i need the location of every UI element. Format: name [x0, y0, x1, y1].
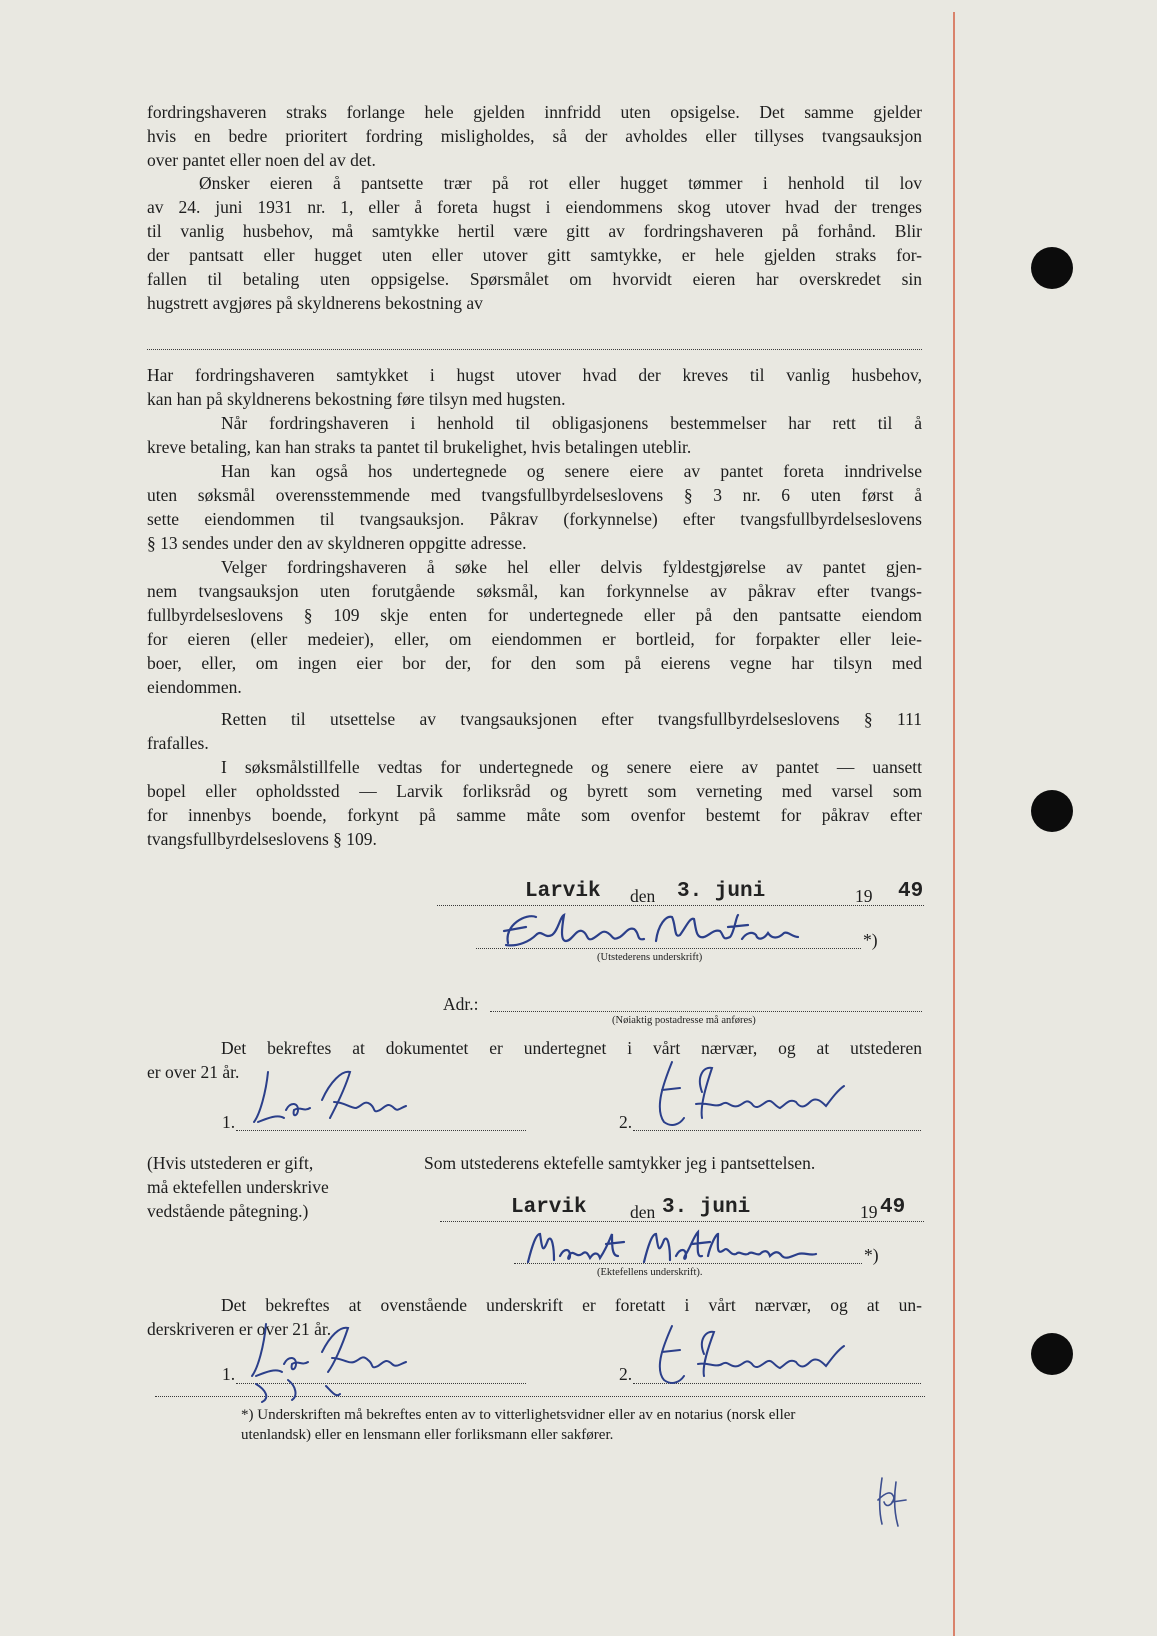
place-date-line: [440, 1221, 924, 1222]
place-value: Larvik: [525, 880, 601, 903]
century-label: 19: [860, 1202, 878, 1222]
punch-hole: [1031, 1333, 1073, 1375]
paragraph-line: for innenbys boende, forkynt på samme måte som ovenfor bestemt for påkrav efter: [147, 805, 922, 825]
paragraph-line: over pantet eller noen del av det.: [147, 150, 376, 170]
century-label: 19: [855, 886, 873, 906]
place-value: Larvik: [511, 1196, 587, 1219]
den-label: den: [630, 886, 656, 906]
witness-number: 2.: [619, 1112, 633, 1132]
paragraph-line: uten søksmål overensstemmende med tvangsfullbyrdelseslovens § 3 nr. 6 uten først å: [147, 485, 922, 505]
paragraph-line: eiendommen.: [147, 677, 242, 697]
footnote-line: utenlandsk) eller en lensmann eller forliksmann eller sakfører.: [241, 1427, 614, 1443]
witness-1-signature: [236, 1306, 436, 1406]
paragraph-line: kan han på skyldnerens bekostning føre tilsyn med hugsten.: [147, 389, 566, 409]
punch-hole: [1031, 790, 1073, 832]
footnote-mark: *): [864, 1245, 879, 1265]
paragraph-line: bopel eller opholdssted — Larvik forliksråd og byrett som verneting med varsel som: [147, 781, 922, 801]
witness-statement: Det bekreftes at ovenstående underskrift er foretatt i vårt nærvær, og at un-: [221, 1295, 922, 1315]
date-value: 3. juni: [662, 1196, 751, 1219]
paragraph-line: Har fordringshaveren samtykket i hugst utover hvad der kreves til vanlig husbehov,: [147, 365, 922, 385]
footnote-line: *) Underskriften må bekreftes enten av to vitterlighetsvidner eller av en notarius (norsk eller: [241, 1407, 796, 1423]
paragraph-line: fordringshaveren straks forlange hele gjelden innfridd uten opsigelse. Det samme gjelder: [147, 102, 922, 122]
paragraph-line: § 13 sendes under den av skyldneren oppgitte adresse.: [147, 533, 527, 553]
paragraph-line: Ønsker eieren å pantsette trær på rot eller hugget tømmer i henhold til lov: [199, 173, 922, 193]
paragraph-line: Velger fordringshaveren å søke hel eller delvis fyldestgjørelse av pantet gjen-: [221, 557, 922, 577]
spouse-note-line: må ektefellen underskrive: [147, 1177, 329, 1197]
paragraph-line: boer, eller, om ingen eier bor der, for den som på eierens vegne har tilsyn med: [147, 653, 922, 673]
paragraph-line: hvis en bedre prioritert fordring misligholdes, så der avholdes eller tillyses tvangsauksjon: [147, 126, 922, 146]
spouse-consent: Som utstederens ektefelle samtykker jeg i pantsettelsen.: [424, 1153, 816, 1173]
paragraph-line: for eieren (eller medeier), eller, om eiendommen er bortleid, for forpakter eller leie-: [147, 629, 922, 649]
paragraph-line: hugstrett avgjøres på skyldnerens bekostning av: [147, 293, 483, 313]
paragraph-line: frafalles.: [147, 733, 209, 753]
address-caption: (Nøiaktig postadresse må anføres): [612, 1015, 756, 1026]
witness-2-signature: [646, 1046, 866, 1132]
paragraph-line: fullbyrdelseslovens § 109 skje enten for undertegnede eller på den pantsatte eiendom: [147, 605, 922, 625]
witness-statement: er over 21 år.: [147, 1062, 240, 1082]
paragraph-line: tvangsfullbyrdelseslovens § 109.: [147, 829, 377, 849]
paragraph-line: til vanlig husbehov, må samtykke hertil være gitt av fordringshaveren på forhånd. Blir: [147, 221, 922, 241]
year-value: 49: [880, 1196, 906, 1219]
issuer-signature: [496, 905, 816, 955]
paragraph-line: Han kan også hos undertegnede og senere eiere av pantet foreta inndrivelse: [221, 461, 922, 481]
margin-rule: [953, 12, 955, 1636]
witness-statement: derskriveren er over 21 år.: [147, 1319, 332, 1339]
witness-2-signature: [646, 1314, 866, 1390]
paragraph-line: fallen til betaling uten oppsigelse. Spørsmålet om hvorvidt eieren har overskredet sin: [147, 269, 922, 289]
witness-statement: Det bekreftes at dokumentet er undertegnet i vårt nærvær, og at utstederen: [221, 1038, 922, 1058]
spouse-note-line: vedstående påtegning.): [147, 1201, 309, 1221]
witness-number: 1.: [222, 1112, 236, 1132]
year-value: 49: [898, 880, 924, 903]
paragraph-line: der pantsatt eller hugget uten eller utover gitt samtykke, er hele gjelden straks for-: [147, 245, 922, 265]
address-label: Adr.:: [443, 994, 479, 1014]
paragraph-line: kreve betaling, kan han straks ta pantet til brukelighet, hvis betalingen uteblir.: [147, 437, 692, 457]
paragraph-line: av 24. juni 1931 nr. 1, eller å foreta hugst i eiendommens skog utover hvad der trenges: [147, 197, 922, 217]
signature-caption: (Ektefellens underskrift).: [597, 1267, 703, 1278]
margin-initials: [872, 1472, 912, 1532]
paragraph-line: I søksmålstillfelle vedtas for undertegnede og senere eiere av pantet — uansett: [221, 757, 922, 777]
paragraph-line: sette eiendommen til tvangsauksjon. Påkrav (forkynnelse) efter tvangsfullbyrdelseslovens: [147, 509, 922, 529]
spouse-note-line: (Hvis utstederen er gift,: [147, 1153, 314, 1173]
den-label: den: [630, 1202, 656, 1222]
spouse-signature: [520, 1226, 840, 1272]
footnote-mark: *): [863, 930, 878, 950]
witness-number: 2.: [619, 1364, 633, 1384]
paragraph-line: nem tvangsauksjon uten forutgående søksmål, kan forkynnelse av påkrav efter tvangs-: [147, 581, 922, 601]
blank-line: [147, 349, 922, 350]
paragraph-line: Retten til utsettelse av tvangsauksjonen efter tvangsfullbyrdelseslovens § 111: [221, 709, 922, 729]
date-value: 3. juni: [677, 880, 766, 903]
address-line: [490, 1011, 922, 1012]
witness-number: 1.: [222, 1364, 236, 1384]
punch-hole: [1031, 247, 1073, 289]
witness-1-signature: [238, 1052, 418, 1132]
signature-caption: (Utstederens underskrift): [597, 952, 703, 963]
paragraph-line: Når fordringshaveren i henhold til obligasjonens bestemmelser har rett til å: [221, 413, 922, 433]
